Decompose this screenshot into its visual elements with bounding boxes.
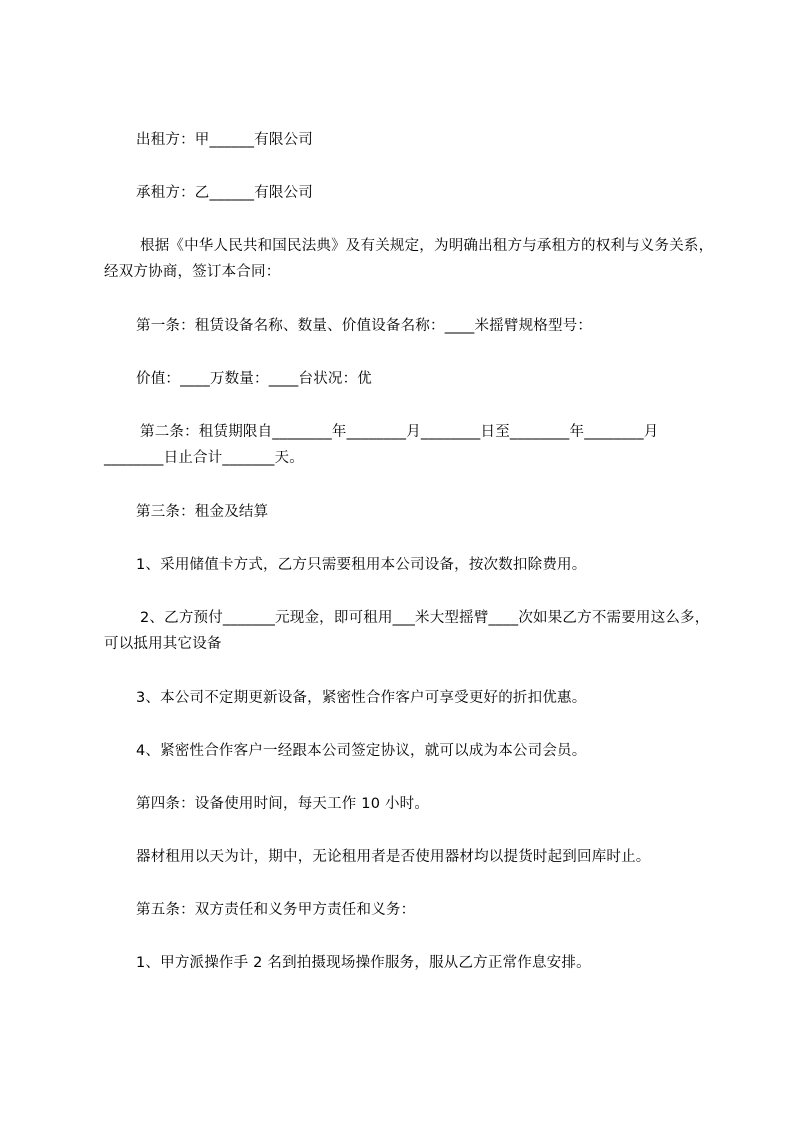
article-2-term: 第二条：租赁期限自________年________月________日至________年________月________日止合计_______天。 xyxy=(104,424,659,466)
lessee-line: 承租方：乙______有限公司 xyxy=(136,185,313,201)
article-3-heading: 第三条：租金及结算 xyxy=(136,504,269,520)
article-4-usage-time: 第四条：设备使用时间，每天工作 10 小时。 xyxy=(136,796,430,812)
item-2-prepayment: 2、乙方预付_______元现金，即可租用___米大型摇臂____次如果乙方不需要用这么多，可以抵用其它设备 xyxy=(104,610,710,652)
article-5-heading: 第五条：双方责任和义务甲方责任和义务： xyxy=(136,902,416,918)
item-1-prepaid-card: 1、采用储值卡方式，乙方只需要租用本公司设备，按次数扣除费用。 xyxy=(136,557,587,573)
lessor-line: 出租方：甲______有限公司 xyxy=(136,132,313,148)
item-3-equipment-update: 3、本公司不定期更新设备，紧密性合作客户可享受更好的折扣优惠。 xyxy=(136,690,587,706)
item-4-membership: 4、紧密性合作客户一经跟本公司签定协议，就可以成为本公司会员。 xyxy=(136,743,587,759)
article-1-heading: 第一条：租赁设备名称、数量、价值设备名称：____米摇臂规格型号： xyxy=(136,318,593,334)
party-a-duty-1: 1、甲方派操作手 2 名到拍摄现场操作服务，服从乙方正常作息安排。 xyxy=(136,955,591,971)
preamble-paragraph: 根据《中华人民共和国民法典》及有关规定，为明确出租方与承租方的权利与义务关系，经双方协商，签订本合同： xyxy=(104,238,714,280)
value-quantity-line: 价值：____万数量：____台状况：优 xyxy=(136,371,372,387)
rental-period-rule: 器材租用以天为计，期中，无论租用者是否使用器材均以提货时起到回库时止。 xyxy=(136,849,651,865)
